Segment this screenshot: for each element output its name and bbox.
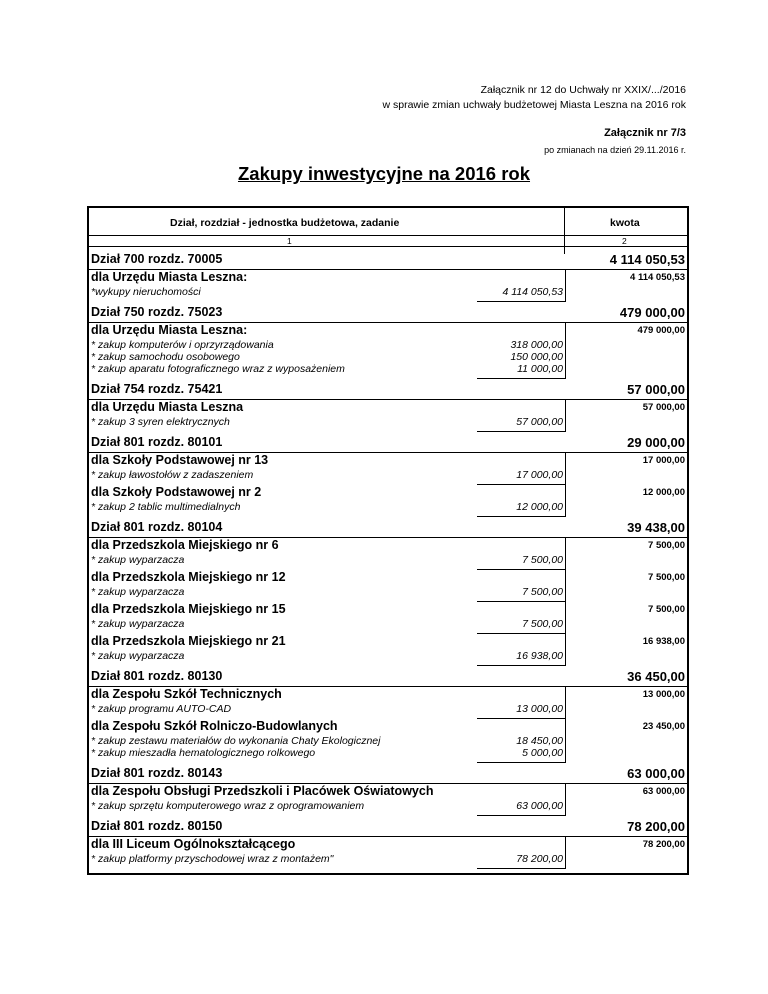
unit-row — [89, 485, 687, 501]
unit-total: 13 000,00 — [642, 689, 685, 700]
amount-column-border — [565, 453, 566, 485]
unit-name: dla Urzędu Miasta Leszna: — [91, 270, 248, 284]
unit-items — [89, 650, 687, 666]
item-label: * zakup platformy przyschodowej wraz z montażem" — [91, 853, 334, 865]
item-row — [89, 339, 687, 351]
annex-number: Załącznik nr 7/3 — [604, 127, 686, 139]
item-amount: 7 500,00 — [522, 618, 563, 630]
item-amount: 18 450,00 — [516, 735, 563, 747]
item-label: * zakup programu AUTO-CAD — [91, 703, 232, 715]
amount-cell-bottom — [477, 301, 565, 302]
unit-total: 23 450,00 — [642, 721, 685, 732]
item-amount: 5 000,00 — [522, 747, 563, 759]
item-amount: 17 000,00 — [516, 469, 563, 481]
unit-name: dla Przedszkola Miejskiego nr 12 — [91, 570, 286, 584]
unit-name: dla Przedszkola Miejskiego nr 6 — [91, 538, 279, 552]
item-row — [89, 747, 687, 759]
page-title: Zakupy inwestycyjne na 2016 rok — [237, 163, 531, 184]
item-amount: 11 000,00 — [517, 363, 563, 375]
unit-total: 12 000,00 — [642, 487, 685, 498]
unit-total: 17 000,00 — [642, 455, 685, 466]
unit-row — [89, 634, 687, 650]
item-row — [89, 853, 687, 865]
section-heading: Dział 801 rozdz. 80150 — [91, 819, 223, 833]
annex-date-note: po zmianach na dzień 29.11.2016 r. — [544, 145, 686, 155]
unit-row — [89, 538, 687, 554]
unit-row — [89, 570, 687, 586]
section-heading: Dział 754 rozdz. 75421 — [91, 382, 223, 396]
item-amount: 7 500,00 — [522, 586, 563, 598]
unit-row — [89, 602, 687, 618]
item-label: * zakup sprzętu komputerowego wraz z oprogramowaniem — [91, 800, 365, 812]
unit-row — [89, 270, 687, 286]
unit-total: 16 938,00 — [642, 636, 685, 647]
item-row — [89, 286, 687, 298]
item-amount: 12 000,00 — [516, 501, 563, 513]
item-label: * zakup wyparzacza — [91, 618, 185, 630]
item-label: * zakup samochodu osobowego — [91, 351, 240, 363]
item-row — [89, 703, 687, 715]
item-amount: 63 000,00 — [516, 800, 563, 812]
unit-row — [89, 400, 687, 416]
item-label: * zakup ławostołów z zadaszeniem — [91, 469, 254, 481]
amount-cell-bottom — [477, 516, 565, 517]
item-amount: 7 500,00 — [522, 554, 563, 566]
item-label: * zakup komputerów i oprzyrządowania — [91, 339, 274, 351]
unit-name: dla Zespołu Szkół Rolniczo-Budowlanych — [91, 719, 338, 733]
amount-column-border — [565, 837, 566, 869]
unit-row — [89, 719, 687, 735]
number-divider — [89, 246, 687, 247]
amount-column-border — [565, 570, 566, 602]
unit-items — [89, 800, 687, 816]
column-header-description: Dział, rozdział - jednostka budżetowa, zadanie — [170, 217, 400, 229]
section-total: 57 000,00 — [627, 382, 685, 397]
amount-cell-bottom — [477, 378, 565, 379]
amount-cell-bottom — [477, 815, 565, 816]
unit-name: dla Zespołu Obsługi Przedszkoli i Placówek Oświatowych — [91, 784, 434, 798]
section-total: 78 200,00 — [627, 819, 685, 834]
amount-cell-bottom — [477, 762, 565, 763]
amount-column-border — [565, 784, 566, 816]
item-amount: 78 200,00 — [516, 853, 563, 865]
section-total: 63 000,00 — [627, 766, 685, 781]
unit-items — [89, 339, 687, 379]
unit-row — [89, 784, 687, 800]
amount-column-border — [565, 485, 566, 517]
unit-row — [89, 687, 687, 703]
amount-column-border — [565, 323, 566, 379]
amount-column-border — [565, 602, 566, 634]
unit-row — [89, 453, 687, 469]
section-heading-row — [89, 669, 687, 687]
unit-name: dla Urzędu Miasta Leszna: — [91, 323, 248, 337]
item-row — [89, 554, 687, 566]
unit-name: dla III Liceum Ogólnokształcącego — [91, 837, 296, 851]
column-divider — [564, 208, 565, 254]
unit-items — [89, 416, 687, 432]
unit-name: dla Szkoły Podstawowej nr 2 — [91, 485, 262, 499]
section-total: 39 438,00 — [627, 520, 685, 535]
section-heading-row — [89, 766, 687, 784]
unit-total: 7 500,00 — [648, 604, 685, 615]
unit-total: 479 000,00 — [637, 325, 685, 336]
amount-column-border — [565, 719, 566, 763]
unit-name: dla Szkoły Podstawowej nr 13 — [91, 453, 269, 467]
column-header-amount: kwota — [610, 217, 640, 229]
unit-total: 57 000,00 — [642, 402, 685, 413]
item-row — [89, 416, 687, 428]
item-row — [89, 351, 687, 363]
section-total: 4 114 050,53 — [609, 252, 685, 267]
item-row — [89, 586, 687, 598]
item-label: * zakup zestawu materiałów do wykonania Chaty Ekologicznej — [91, 735, 381, 747]
section-heading: Dział 750 rozdz. 75023 — [91, 305, 223, 319]
item-label: * zakup 3 syren elektrycznych — [91, 416, 230, 428]
column-number-1: 1 — [287, 236, 292, 246]
unit-total: 78 200,00 — [642, 839, 685, 850]
section-heading: Dział 801 rozdz. 80104 — [91, 520, 223, 534]
item-label: * zakup wyparzacza — [91, 650, 185, 662]
unit-total: 63 000,00 — [642, 786, 685, 797]
unit-name: dla Urzędu Miasta Leszna — [91, 400, 244, 414]
section-heading: Dział 801 rozdz. 80143 — [91, 766, 223, 780]
unit-items — [89, 703, 687, 719]
amount-column-border — [565, 400, 566, 432]
section-heading-row — [89, 382, 687, 400]
amount-column-border — [565, 270, 566, 302]
amount-cell-bottom — [477, 868, 565, 869]
section-total: 479 000,00 — [619, 305, 685, 320]
section-total: 29 000,00 — [627, 435, 685, 450]
unit-items — [89, 554, 687, 570]
column-number-2: 2 — [622, 236, 627, 246]
amount-column-border — [565, 687, 566, 719]
item-row — [89, 363, 687, 375]
item-row — [89, 469, 687, 481]
section-heading: Dział 700 rozdz. 70005 — [91, 252, 223, 266]
unit-items — [89, 735, 687, 763]
item-amount: 16 938,00 — [516, 650, 563, 662]
item-label: * zakup wyparzacza — [91, 554, 185, 566]
item-row — [89, 800, 687, 812]
section-heading-row — [89, 819, 687, 837]
item-amount: 13 000,00 — [516, 703, 563, 715]
item-row — [89, 618, 687, 630]
item-label: * zakup 2 tablic multimedialnych — [91, 501, 241, 513]
section-heading-row — [89, 252, 687, 270]
unit-items — [89, 469, 687, 485]
unit-name: dla Przedszkola Miejskiego nr 15 — [91, 602, 286, 616]
unit-total: 7 500,00 — [648, 540, 685, 551]
amount-cell-bottom — [477, 431, 565, 432]
unit-row — [89, 323, 687, 339]
table-body — [89, 252, 687, 869]
section-heading: Dział 801 rozdz. 80101 — [91, 435, 223, 449]
amount-column-border — [565, 634, 566, 666]
item-label: * zakup wyparzacza — [91, 586, 185, 598]
item-label: * zakup aparatu fotograficznego wraz z wyposażeniem — [91, 363, 345, 375]
unit-items — [89, 586, 687, 602]
unit-items — [89, 853, 687, 869]
unit-name: dla Zespołu Szkół Technicznych — [91, 687, 282, 701]
section-heading: Dział 801 rozdz. 80130 — [91, 669, 223, 683]
unit-items — [89, 286, 687, 302]
item-amount: 4 114 050,53 — [502, 286, 563, 298]
unit-total: 4 114 050,53 — [630, 272, 685, 283]
amount-column-border — [565, 538, 566, 570]
unit-row — [89, 837, 687, 853]
item-row — [89, 735, 687, 747]
item-amount: 150 000,00 — [510, 351, 563, 363]
unit-name: dla Przedszkola Miejskiego nr 21 — [91, 634, 286, 648]
item-label: *wykupy nieruchomości — [91, 286, 201, 298]
annex-reference: Załącznik nr 12 do Uchwały nr XXIX/.../2016 — [480, 84, 686, 96]
item-amount: 318 000,00 — [510, 339, 563, 351]
item-row — [89, 650, 687, 662]
annex-subject: w sprawie zmian uchwały budżetowej Miasta Leszna na 2016 rok — [382, 99, 686, 111]
unit-items — [89, 618, 687, 634]
section-heading-row — [89, 305, 687, 323]
header-divider — [89, 235, 687, 236]
section-heading-row — [89, 435, 687, 453]
amount-cell-bottom — [477, 665, 565, 666]
unit-items — [89, 501, 687, 517]
item-label: * zakup mieszadła hematologicznego rolkowego — [91, 747, 316, 759]
section-heading-row — [89, 520, 687, 538]
unit-total: 7 500,00 — [648, 572, 685, 583]
section-total: 36 450,00 — [627, 669, 685, 684]
item-row — [89, 501, 687, 513]
item-amount: 57 000,00 — [516, 416, 563, 428]
